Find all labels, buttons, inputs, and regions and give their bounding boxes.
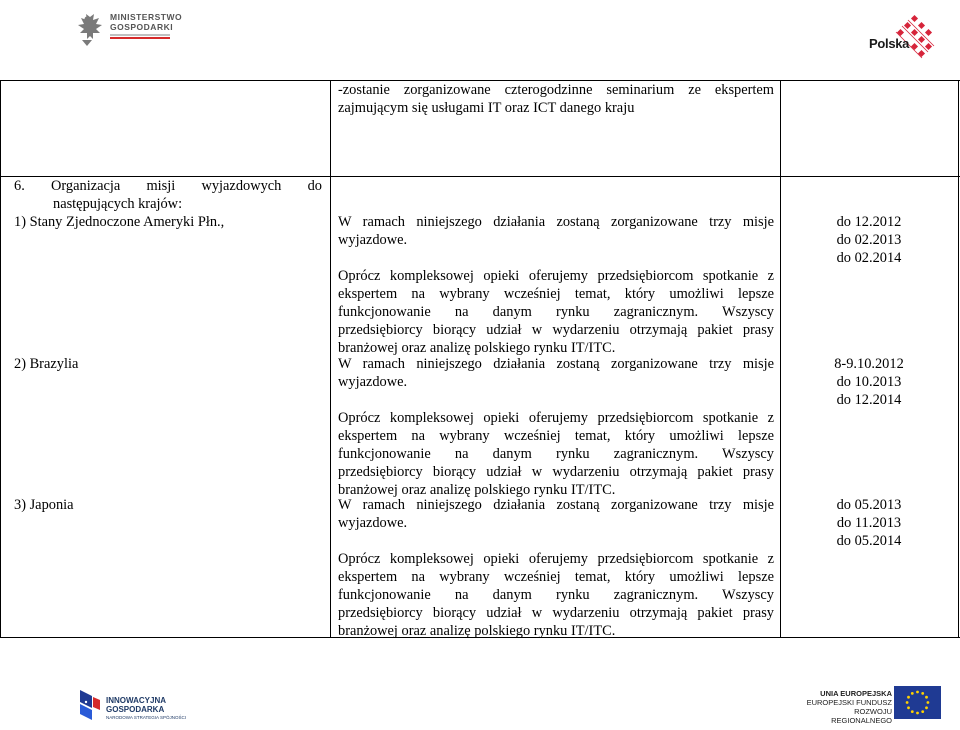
- para-line: przedsiębiorcy biorący udział w wydarzeniu otrzymają pakiet prasy: [338, 464, 774, 480]
- desc-line: wyjazdowe.: [338, 232, 408, 248]
- dates-brazil: [799, 355, 939, 409]
- innovative-economy-logo: [78, 688, 188, 724]
- desc-line: wyjazdowe.: [338, 515, 408, 531]
- eu-logo-line3: ROZWOJU REGIONALNEGO: [831, 707, 892, 725]
- desc-line: wyjazdowe.: [338, 374, 408, 390]
- ig-logo-line2: GOSPODARKA: [106, 705, 165, 714]
- para-line: przedsiębiorcy biorący udział w wydarzeniu otrzymają pakiet prasy: [338, 322, 774, 338]
- date-item: do 05.2013: [836, 497, 902, 513]
- eu-logo-line2: EUROPEJSKI FUNDUSZ: [806, 698, 892, 707]
- para-line: branżowej oraz analizę polskiego rynku IT/ITC.: [338, 482, 616, 498]
- para-line: funkcjonowanie na danym rynku zagranicznym. Wszyscy: [338, 587, 774, 603]
- blank-line: [338, 532, 774, 550]
- country-name-japan: 3) Japonia: [14, 497, 74, 513]
- para-line: Oprócz kompleksowej opieki oferujemy przedsiębiorcom spotkanie z: [338, 410, 774, 426]
- intro-line-2: zajmującym się usługami IT oraz ICT danego kraju: [338, 100, 635, 116]
- eagle-emblem-icon: [70, 10, 104, 48]
- logo-bar-red: [110, 37, 170, 39]
- intro-line-1: -zostanie zorganizowane czterogodzinne seminarium ze ekspertem: [338, 82, 774, 98]
- missions-table: [0, 80, 960, 638]
- date-item: do 05.2014: [836, 533, 902, 549]
- country-name-usa: 1) Stany Zjednoczone Ameryki Płn.,: [14, 214, 225, 230]
- date-item: do 02.2013: [836, 232, 902, 248]
- ig-logo-line1: INNOWACYJNA: [106, 696, 167, 705]
- intro-text: [338, 81, 774, 117]
- section-number: 6.: [14, 178, 25, 194]
- ministry-logo-line2: GOSPODARKI: [110, 22, 174, 32]
- polska-logo: [862, 14, 942, 64]
- country-description-usa: [338, 213, 774, 357]
- date-item: 8-9.10.2012: [834, 356, 904, 372]
- eu-logo-line1: UNIA EUROPEJSKA: [820, 689, 892, 698]
- para-line: branżowej oraz analizę polskiego rynku IT/ITC.: [338, 623, 616, 639]
- table-col-divider-2: [780, 80, 781, 638]
- section-heading-line-1: [14, 177, 322, 195]
- ministry-logo: [70, 10, 183, 50]
- date-item: do 10.2013: [836, 374, 902, 390]
- dates-japan: [799, 496, 939, 550]
- date-item: do 12.2014: [836, 392, 902, 408]
- heading-word: misji: [146, 178, 176, 194]
- table-col-divider-1: [330, 80, 331, 638]
- para-line: ekspertem na wybrany wcześniej temat, który umożliwi lepsze: [338, 428, 774, 444]
- para-line: funkcjonowanie na danym rynku zagranicznym. Wszyscy: [338, 446, 774, 462]
- para-line: branżowej oraz analizę polskiego rynku IT/ITC.: [338, 340, 616, 356]
- heading-word: do: [307, 178, 322, 194]
- ig-logo-tagline: NARODOWA STRATEGIA SPÓJNOŚCI: [106, 715, 187, 720]
- section-heading-line-2: następujących krajów:: [53, 196, 183, 212]
- date-item: do 12.2012: [836, 214, 902, 230]
- para-line: Oprócz kompleksowej opieki oferujemy przedsiębiorcom spotkanie z: [338, 551, 774, 567]
- heading-word: Organizacja: [51, 178, 121, 194]
- blank-line: [338, 249, 774, 267]
- country-name-brazil: 2) Brazylia: [14, 356, 79, 372]
- country-description-japan: [338, 496, 774, 640]
- eu-fund-logo: [800, 686, 945, 725]
- para-line: Oprócz kompleksowej opieki oferujemy przedsiębiorcom spotkanie z: [338, 268, 774, 284]
- para-line: ekspertem na wybrany wcześniej temat, który umożliwi lepsze: [338, 569, 774, 585]
- ministry-logo-line1: MINISTERSTWO: [110, 12, 183, 22]
- dates-usa: [799, 213, 939, 267]
- country-description-brazil: [338, 355, 774, 499]
- desc-line: W ramach niniejszego działania zostaną zorganizowane trzy misje: [338, 214, 774, 230]
- date-item: do 11.2013: [836, 515, 902, 531]
- desc-line: W ramach niniejszego działania zostaną zorganizowane trzy misje: [338, 497, 774, 513]
- para-line: przedsiębiorcy biorący udział w wydarzeniu otrzymają pakiet prasy: [338, 605, 774, 621]
- table-border-left: [0, 80, 1, 638]
- desc-line: W ramach niniejszego działania zostaną zorganizowane trzy misje: [338, 356, 774, 372]
- logo-bar-grey: [110, 34, 170, 36]
- para-line: funkcjonowanie na danym rynku zagranicznym. Wszyscy: [338, 304, 774, 320]
- heading-word: wyjazdowych: [201, 178, 282, 194]
- date-item: do 02.2014: [836, 250, 902, 266]
- innovative-economy-emblem-icon: [78, 688, 102, 722]
- eu-flag-icon: [894, 686, 941, 719]
- blank-line: [338, 391, 774, 409]
- polska-logo-text: Polska: [869, 36, 910, 51]
- para-line: ekspertem na wybrany wcześniej temat, który umożliwi lepsze: [338, 286, 774, 302]
- table-border-right: [958, 80, 959, 638]
